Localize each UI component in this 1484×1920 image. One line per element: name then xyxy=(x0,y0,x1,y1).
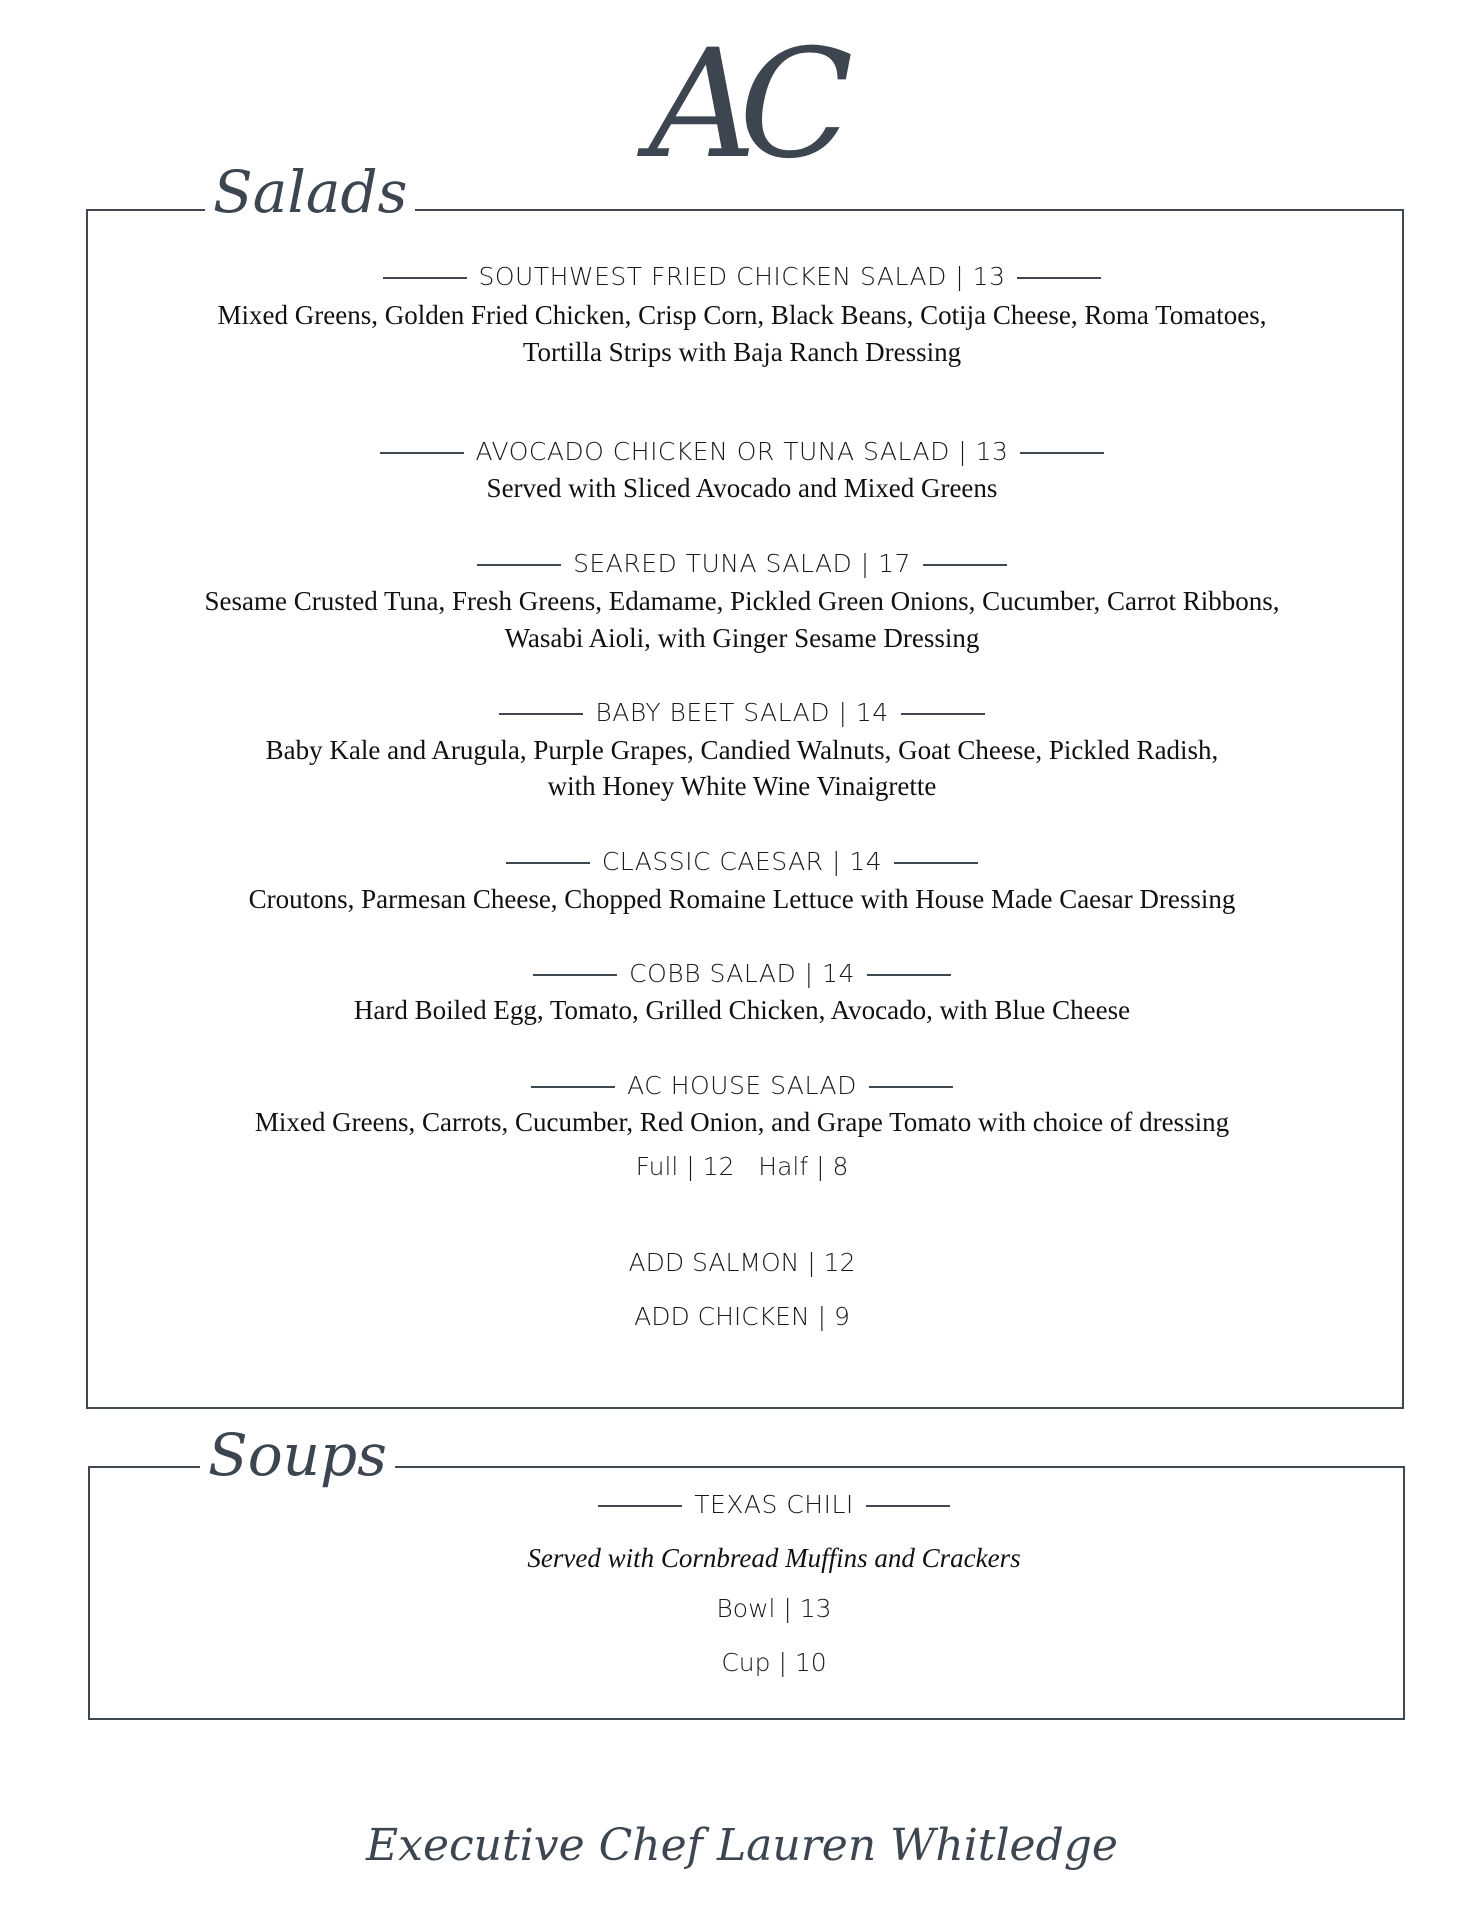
menu-item-title: AC HOUSE SALAD xyxy=(0,1071,1484,1100)
divider-line xyxy=(477,564,561,566)
divider-line xyxy=(499,713,583,715)
menu-item-description: Baby Kale and Arugula, Purple Grapes, Candied Walnuts, Goat Cheese, Pickled Radish, xyxy=(265,735,1219,765)
divider-line xyxy=(867,974,951,976)
menu-item-title: SOUTHWEST FRIED CHICKEN SALAD | 13 xyxy=(0,262,1484,291)
menu-item-title: SEARED TUNA SALAD | 17 xyxy=(0,549,1484,578)
menu-item-description: Sesame Crusted Tuna, Fresh Greens, Edamame, Pickled Green Onions, Cucumber, Carrot Ribbons, xyxy=(204,586,1280,616)
salads-heading: Salads xyxy=(205,157,415,227)
divider-line xyxy=(1020,452,1104,454)
divider-line xyxy=(383,277,467,279)
divider-line xyxy=(869,1086,953,1088)
divider-line xyxy=(598,1505,682,1507)
divider-line xyxy=(894,862,978,864)
divider-line xyxy=(531,1086,615,1088)
soup-description: Served with Cornbread Muffins and Crackers xyxy=(527,1543,1021,1573)
menu-item-description: Mixed Greens, Golden Fried Chicken, Crisp Corn, Black Beans, Cotija Cheese, Roma Tomatoes, xyxy=(217,300,1267,330)
soups-heading: Soups xyxy=(200,1420,395,1490)
menu-item-title: AVOCADO CHICKEN OR TUNA SALAD | 13 xyxy=(0,437,1484,466)
menu-item-description: Mixed Greens, Carrots, Cucumber, Red Onion, and Grape Tomato with choice of dressing xyxy=(254,1107,1230,1137)
divider-line xyxy=(866,1505,950,1507)
divider-line xyxy=(533,974,617,976)
menu-item-description: Tortilla Strips with Baja Ranch Dressing xyxy=(522,337,962,367)
chef-signature: Executive Chef Lauren Whitledge xyxy=(366,1820,1118,1871)
divider-line xyxy=(380,452,464,454)
menu-item-title: CLASSIC CAESAR | 14 xyxy=(0,847,1484,876)
soup-cup-price: Cup | 10 xyxy=(721,1648,827,1677)
menu-item-description: Hard Boiled Egg, Tomato, Grilled Chicken, Avocado, with Blue Cheese xyxy=(353,995,1131,1025)
house-salad-prices: Full | 12 Half | 8 xyxy=(635,1152,849,1181)
divider-line xyxy=(901,713,985,715)
salads-section xyxy=(86,209,1404,1409)
menu-item-description: Croutons, Parmesan Cheese, Chopped Romaine Lettuce with House Made Caesar Dressing xyxy=(248,884,1236,914)
divider-line xyxy=(1017,277,1101,279)
menu-item-title: BABY BEET SALAD | 14 xyxy=(0,698,1484,727)
divider-line xyxy=(506,862,590,864)
menu-item-description: Served with Sliced Avocado and Mixed Greens xyxy=(486,473,998,503)
menu-item-title: TEXAS CHILI xyxy=(32,1490,1484,1519)
menu-item-description: Wasabi Aioli, with Ginger Sesame Dressing xyxy=(504,623,980,653)
logo-text: AC xyxy=(648,18,836,192)
add-salmon: ADD SALMON | 12 xyxy=(628,1248,856,1277)
soup-bowl-price: Bowl | 13 xyxy=(716,1594,832,1623)
menu-item-title: COBB SALAD | 14 xyxy=(0,959,1484,988)
add-chicken: ADD CHICKEN | 9 xyxy=(634,1302,850,1331)
divider-line xyxy=(923,564,1007,566)
menu-item-description: with Honey White Wine Vinaigrette xyxy=(547,771,937,801)
